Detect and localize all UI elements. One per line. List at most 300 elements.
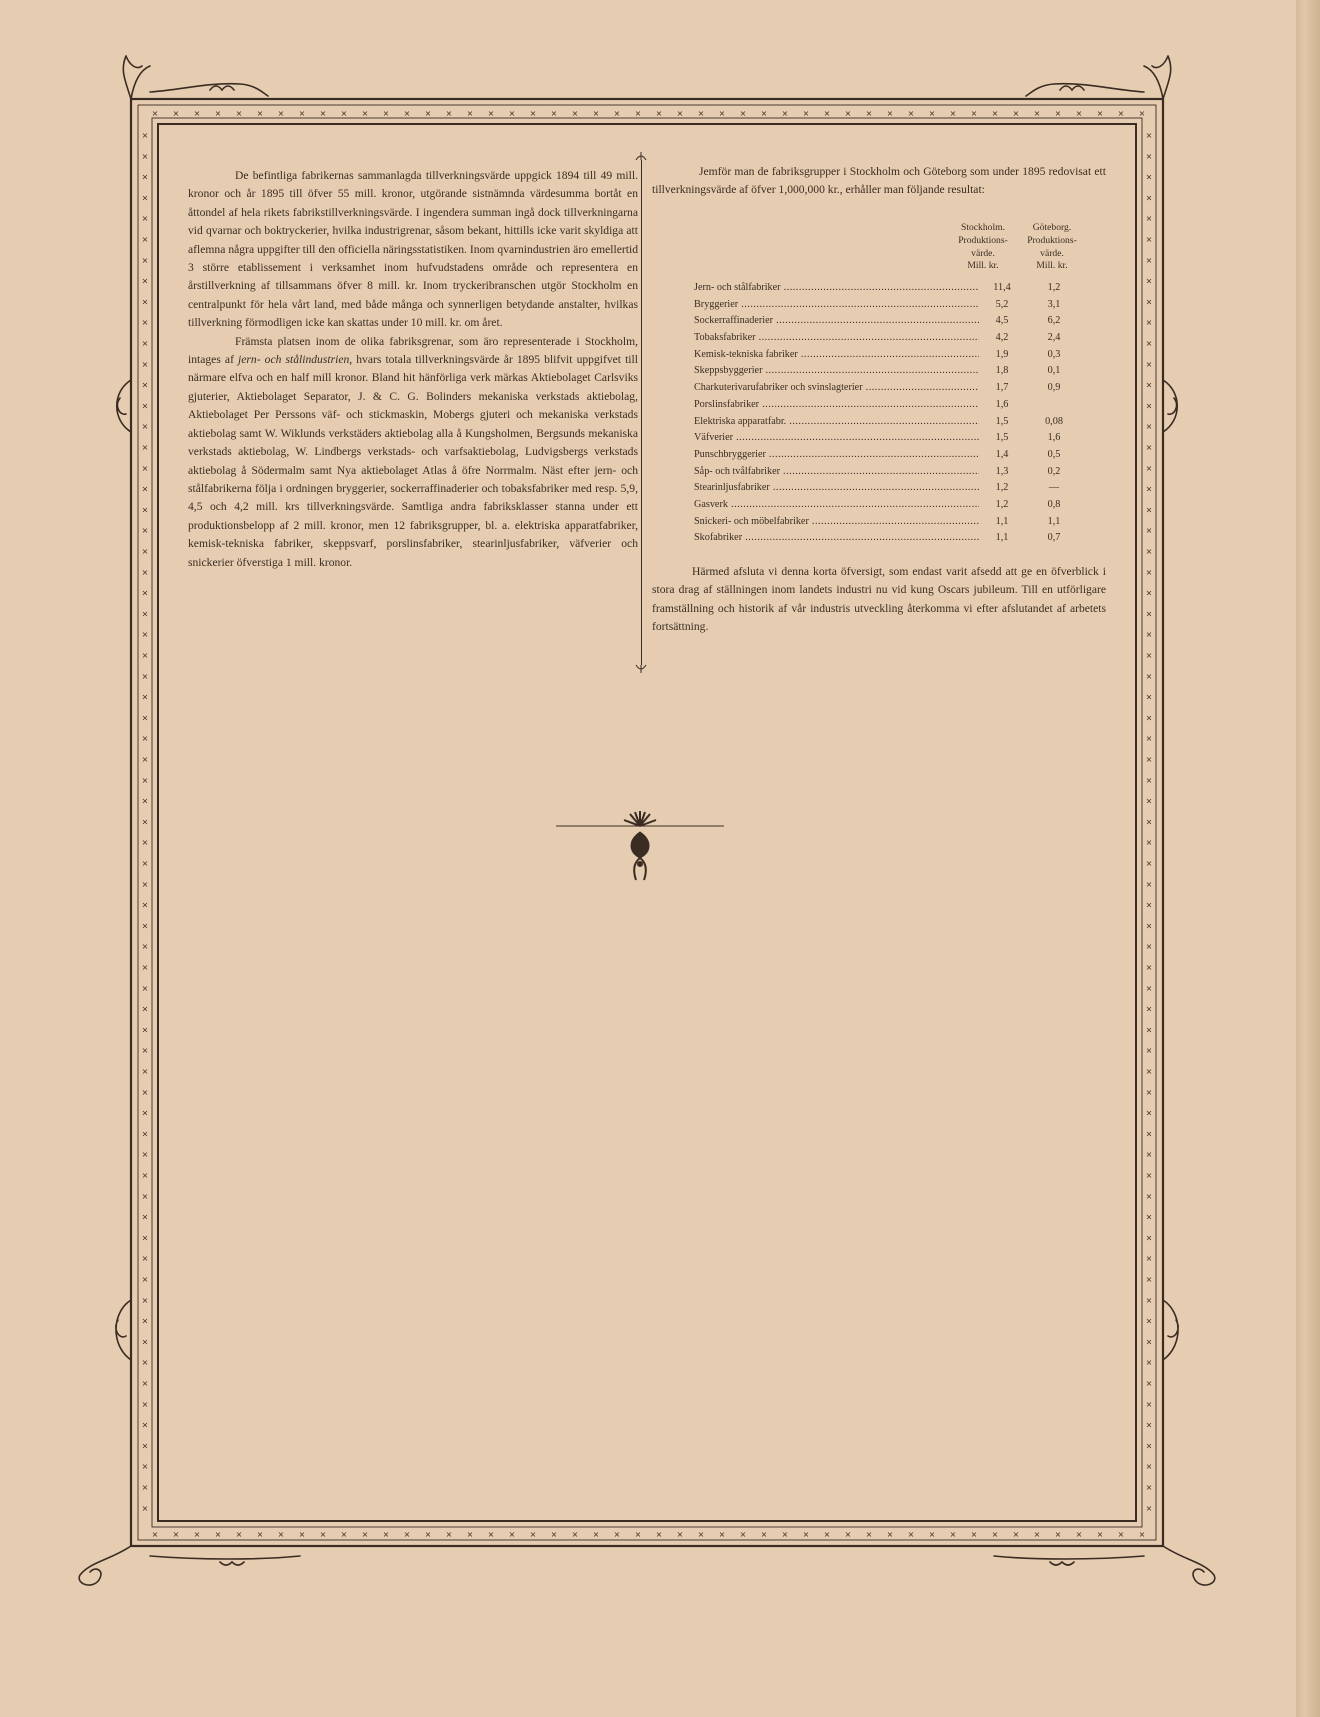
- cross-mark: ×: [277, 1530, 285, 1539]
- cross-mark: ×: [361, 1530, 369, 1539]
- cross-mark: ×: [141, 1004, 149, 1014]
- row-label: Elektriska apparatfabr. .....: [694, 414, 979, 431]
- cross-mark: ×: [1145, 859, 1153, 868]
- goteborg-value: 0,08: [1045, 415, 1063, 427]
- cross-mark: ×: [697, 1530, 705, 1539]
- cross-mark: ×: [1145, 1275, 1153, 1284]
- goteborg-value: 0,8: [1047, 498, 1061, 510]
- cross-mark: ×: [424, 1530, 432, 1539]
- cross-mark: ×: [1145, 755, 1153, 764]
- cross-mark: ×: [1145, 1254, 1153, 1264]
- goteborg-value: 0,9: [1047, 382, 1061, 394]
- cross-mark: ×: [907, 109, 915, 118]
- cross-mark: ×: [991, 1530, 999, 1539]
- goteborg-value: 0,2: [1047, 465, 1061, 477]
- header-line: värde.: [1040, 247, 1064, 259]
- cross-mark: ×: [340, 1530, 348, 1539]
- cross-mark: ×: [1145, 1441, 1153, 1451]
- header-line: Mill. kr.: [1036, 260, 1068, 272]
- goteborg-value: 0,3: [1047, 348, 1061, 360]
- cross-mark: ×: [235, 109, 243, 118]
- cross-mark: ×: [141, 588, 149, 598]
- cross-mark: ×: [1145, 235, 1153, 244]
- cross-mark: ×: [141, 1129, 149, 1139]
- cross-mark: ×: [1138, 109, 1146, 118]
- stockholm-value: 1,1: [982, 530, 1022, 547]
- cross-mark: ×: [865, 1530, 873, 1539]
- table-row: [694, 397, 1094, 414]
- right-text-column: [652, 163, 1106, 200]
- cross-mark: ×: [592, 1530, 600, 1539]
- cross-mark: ×: [466, 109, 474, 118]
- cross-mark: ×: [214, 109, 222, 118]
- cross-mark: ×: [141, 859, 149, 868]
- cross-mark: ×: [1145, 547, 1153, 556]
- cross-mark: ×: [466, 1530, 474, 1539]
- left-paragraph-2: [188, 333, 638, 572]
- cross-mark: ×: [1033, 109, 1041, 118]
- cross-mark: ×: [403, 109, 411, 118]
- cross-mark: ×: [141, 1254, 149, 1264]
- cross-mark: ×: [739, 109, 747, 118]
- cross-mark: ×: [298, 109, 306, 118]
- stockholm-value: 1,4: [982, 447, 1022, 464]
- cross-mark: ×: [1096, 109, 1104, 118]
- cross-mark: ×: [1145, 1420, 1153, 1430]
- cross-mark: ×: [141, 235, 149, 244]
- cross-mark: ×: [172, 1530, 180, 1539]
- cross-mark: ×: [1054, 109, 1062, 118]
- cross-mark: ×: [1145, 1067, 1153, 1076]
- cross-mark: ×: [1145, 879, 1153, 889]
- cross-mark: ×: [141, 484, 149, 494]
- cross-mark: ×: [214, 1530, 222, 1539]
- cross-mark: ×: [1145, 1150, 1153, 1160]
- cross-mark: ×: [141, 1025, 149, 1035]
- cross-mark: ×: [141, 817, 149, 827]
- cross-mark: ×: [571, 1530, 579, 1539]
- stockholm-value: 1,5: [982, 414, 1022, 431]
- cross-mark: ×: [844, 109, 852, 118]
- column-divider: [641, 160, 642, 665]
- stockholm-value: 1,8: [982, 363, 1022, 380]
- cross-mark: ×: [802, 1530, 810, 1539]
- cross-mark: ×: [141, 1420, 149, 1430]
- closing-paragraph-block: [652, 563, 1106, 637]
- header-line: Stockholm.: [961, 222, 1005, 233]
- row-label: Snickeri- och möbelfabriker .....: [694, 514, 979, 531]
- cross-mark: ×: [1145, 1503, 1153, 1513]
- row-label: Väfverier .....: [694, 430, 979, 447]
- cross-mark: ×: [256, 109, 264, 118]
- cross-mark: ×: [141, 1379, 149, 1388]
- row-label: Jern- och stålfabriker .....: [694, 280, 979, 297]
- cross-mark: ×: [1145, 505, 1153, 515]
- header-goteborg: [1014, 222, 1090, 273]
- cross-mark: ×: [141, 276, 149, 286]
- cross-mark: ×: [655, 109, 663, 118]
- cross-mark: ×: [1145, 817, 1153, 827]
- goteborg-value: —: [1048, 482, 1060, 494]
- row-label: Skofabriker .....: [694, 530, 979, 547]
- stockholm-value: 1,6: [982, 397, 1022, 414]
- cross-mark: ×: [865, 109, 873, 118]
- cross-mark: ×: [141, 151, 149, 161]
- cross-mark: ×: [1145, 172, 1153, 182]
- cross-mark: ×: [1145, 339, 1153, 348]
- closing-paragraph: Härmed afsluta vi denna korta öfversigt, som endast varit afsedd att ge en öfverblick i stora drag af ställningen inom landets industri nu vid kung Oscars jubileum. Till en utförligare framställning och historik af vår industris utveckling återkomma vi efter afslutandet af arbetets fortsättning.: [652, 565, 1106, 634]
- cross-mark: ×: [1012, 109, 1020, 118]
- cross-mark: ×: [141, 1483, 149, 1492]
- cross-mark: ×: [382, 1530, 390, 1539]
- cross-mark: ×: [949, 109, 957, 118]
- cross-mark: ×: [823, 1530, 831, 1539]
- cross-mark: ×: [1145, 193, 1153, 203]
- cross-mark: ×: [1145, 297, 1153, 307]
- cross-mark: ×: [141, 1171, 149, 1180]
- cross-mark: ×: [141, 1212, 149, 1222]
- cross-mark: ×: [172, 109, 180, 118]
- cross-mark: ×: [1145, 651, 1153, 660]
- cross-mark: ×: [141, 755, 149, 764]
- table-row: [694, 330, 1094, 347]
- cross-mark: ×: [141, 463, 149, 473]
- row-label: Tobaksfabriker .....: [694, 330, 979, 347]
- stockholm-value: 4,5: [982, 313, 1022, 330]
- left-paragraph-2-end: , hvars totala tillverkningsvärde år 1895 blifvit uppgifvet till närmare elfva och en half mill kronor. Bland hit hänförliga verk märkas Aktiebolaget Carlsviks gjuterier, Aktiebolaget Separator, J. & C. G. Bolinders mekaniska verkstads aktiebolag, Aktiebolaget Per Perssons väf- och stickmaskin, Mobergs gjuteri och mekaniska verkstads aktiebolag samt W. Wiklunds verkstäders aktiebolag alla å Kungsholmen, Bergsunds mekaniska verkstads aktiebolag, W. Lindbergs verkstads- och varfsaktiebolag, Ludvigsbergs verkstads aktiebolag å Södermalm samt Nya aktiebolaget Atlas å öfre Norrmalm. Näst efter jern- och stålfabrikerna följa i ordningen bryggerier, sockerraffinaderier och tobaksfabriker med resp. 5,9, 4,5 och 4,2 mill. krs tillverkningsvärde. Samtliga andra fabriksklasser stanna under ett produktionsbelopp af 2 mill. kronor, men 12 fabriksgrupper, bl. a. elektriska apparatfabriker, kemisk-tekniska fabriker, skeppsvarf, porslinsfabriker, stearinljusfabriker, väfverier och snickerier öfverstiga 1 mill. kronor.: [188, 353, 638, 569]
- cross-mark: ×: [1054, 1530, 1062, 1539]
- cross-mark: ×: [1145, 463, 1153, 473]
- goteborg-value: 1,1: [1047, 515, 1061, 527]
- row-label: Stearinljusfabriker .....: [694, 480, 979, 497]
- cross-mark: ×: [256, 1530, 264, 1539]
- cross-mark: ×: [1145, 1316, 1153, 1326]
- corner-ornament-bottom-right: [991, 1300, 1215, 1585]
- stockholm-value: 1,1: [982, 514, 1022, 531]
- cross-mark: ×: [1145, 1191, 1153, 1201]
- cross-mark: ×: [235, 1530, 243, 1539]
- cross-mark: ×: [1075, 109, 1083, 118]
- cross-mark: ×: [1145, 526, 1153, 536]
- cross-mark: ×: [141, 775, 149, 785]
- row-label: Såp- och tvålfabriker .....: [694, 464, 979, 481]
- cross-mark: ×: [697, 109, 705, 118]
- cross-mark: ×: [1145, 422, 1153, 432]
- row-label: Bryggerier .....: [694, 297, 979, 314]
- cross-mark: ×: [634, 109, 642, 118]
- cross-mark: ×: [141, 505, 149, 515]
- cross-mark: ×: [886, 1530, 894, 1539]
- cross-mark: ×: [141, 339, 149, 348]
- cross-mark: ×: [1145, 1337, 1153, 1347]
- cross-mark: ×: [1145, 838, 1153, 848]
- cross-mark: ×: [676, 109, 684, 118]
- table-row: [694, 363, 1094, 380]
- cross-mark: ×: [141, 380, 149, 390]
- cross-mark: ×: [141, 1358, 149, 1368]
- cross-mark: ×: [571, 109, 579, 118]
- goteborg-value: 0,1: [1047, 365, 1061, 377]
- cross-mark: ×: [1145, 609, 1153, 619]
- row-label: Charkuterivarufabriker och svinslagterier .....: [694, 380, 979, 397]
- cross-mark: ×: [141, 1067, 149, 1076]
- cross-mark: ×: [1145, 214, 1153, 224]
- table-row: [694, 347, 1094, 364]
- cross-mark: ×: [718, 1530, 726, 1539]
- cross-mark: ×: [141, 1233, 149, 1243]
- cross-mark: ×: [141, 1046, 149, 1056]
- cross-mark: ×: [141, 255, 149, 265]
- cross-mark: ×: [529, 109, 537, 118]
- cross-mark: ×: [1145, 276, 1153, 286]
- header-stockholm: [948, 222, 1018, 273]
- production-table: [694, 280, 1094, 547]
- cross-mark: ×: [141, 1108, 149, 1118]
- cross-mark: ×: [802, 109, 810, 118]
- left-text-column: [188, 167, 638, 572]
- header-line: Produktions-: [958, 234, 1008, 246]
- cross-mark: ×: [676, 1530, 684, 1539]
- cross-mark: ×: [141, 942, 149, 952]
- row-label: Punschbryggerier .....: [694, 447, 979, 464]
- cross-mark: ×: [1145, 1358, 1153, 1368]
- cross-mark: ×: [1075, 1530, 1083, 1539]
- cross-mark: ×: [886, 109, 894, 118]
- cross-mark: ×: [141, 1295, 149, 1305]
- table-row: [694, 497, 1094, 514]
- header-line: värde.: [971, 247, 995, 259]
- table-row: [694, 414, 1094, 431]
- corner-ornament-bottom-left: [79, 1300, 300, 1585]
- cross-mark: ×: [151, 109, 159, 118]
- goteborg-value: 6,2: [1047, 315, 1061, 327]
- left-paragraph-2-italic: jern- och stålindustrien: [238, 353, 350, 367]
- central-ornament: [556, 811, 724, 880]
- cross-mark: ×: [141, 526, 149, 536]
- right-intro-paragraph: Jemför man de fabriksgrupper i Stockholm och Göteborg som under 1895 redovisat ett tillverkningsvärde af öfver 1,000,000 kr., erhåller man följande resultat:: [652, 165, 1106, 197]
- cross-mark: ×: [1145, 630, 1153, 640]
- cross-mark: ×: [823, 109, 831, 118]
- cross-mark: ×: [1145, 1295, 1153, 1305]
- table-row: [694, 514, 1094, 531]
- goteborg-value: 2,4: [1047, 332, 1061, 344]
- cross-mark: ×: [1145, 734, 1153, 744]
- cross-mark: ×: [1145, 443, 1153, 452]
- cross-mark: ×: [1145, 588, 1153, 598]
- cross-mark: ×: [319, 109, 327, 118]
- table-row: [694, 530, 1094, 547]
- cross-mark: ×: [141, 1503, 149, 1513]
- left-paragraph-1: De befintliga fabrikernas sammanlagda tillverkningsvärde uppgick 1894 till 49 mill. kronor och år 1895 till öfver 55 mill. kronor, utgörande sistnämnda värdesumma bortåt en åttondel af hela rikets fabrikstillverkningsvärde. I ingendera summan ingå dock tillverkningarna vid qvarnar och boktryckerier, hvilka industrigrenar, såsom bekant, hittills icke varit skyldiga att aflemna några uppgifter till den officiella näringsstatistiken. Inom qvarnindustrien äro emellertid 3 större etablissement i verksamhet inom hufvudstadens område och representera en årstillverkning af tillsammans öfver 8 mill. kr. Inom tryckeribranschen utgör Stockholm en centralpunkt för hela vårt land, med både många och synnerligen betydande anstalter, hvilkas tillverkning förmodligen icke kan skattas under 10 mill. kr. om året.: [188, 169, 638, 330]
- cross-mark: ×: [141, 879, 149, 889]
- table-row: [694, 297, 1094, 314]
- cross-mark: ×: [141, 1150, 149, 1160]
- cross-mark: ×: [1145, 900, 1153, 910]
- cross-mark: ×: [1145, 1004, 1153, 1014]
- cross-mark: ×: [739, 1530, 747, 1539]
- cross-mark: ×: [1145, 1233, 1153, 1243]
- cross-mark: ×: [781, 109, 789, 118]
- header-line: Mill. kr.: [967, 260, 999, 272]
- goteborg-value: 0,5: [1047, 448, 1061, 460]
- left-paragraph-2-start: Främsta platsen inom de olika fabriksgrenar, som äro representerade i Stockholm, intages af: [188, 334, 638, 367]
- cross-mark: ×: [1012, 1530, 1020, 1539]
- cross-mark: ×: [592, 109, 600, 118]
- header-line: Produktions-: [1027, 234, 1077, 246]
- row-label: Kemisk-tekniska fabriker .....: [694, 347, 979, 364]
- cross-mark: ×: [991, 109, 999, 118]
- cross-mark: ×: [141, 567, 149, 577]
- stockholm-value: 1,3: [982, 464, 1022, 481]
- cross-mark: ×: [298, 1530, 306, 1539]
- cross-mark: ×: [141, 1316, 149, 1326]
- cross-mark: ×: [1145, 131, 1153, 140]
- cross-mark: ×: [1117, 1530, 1125, 1539]
- row-label: Skeppsbyggerier .....: [694, 363, 979, 380]
- goteborg-value: 0,7: [1047, 532, 1061, 544]
- cross-mark: ×: [487, 109, 495, 118]
- cross-mark: ×: [1145, 380, 1153, 390]
- cross-mark: ×: [928, 109, 936, 118]
- cross-mark: ×: [1145, 921, 1153, 931]
- cross-mark: ×: [760, 109, 768, 118]
- cross-mark: ×: [1145, 318, 1153, 328]
- cross-mark: ×: [141, 443, 149, 452]
- cross-mark: ×: [1145, 1399, 1153, 1409]
- cross-mark: ×: [613, 109, 621, 118]
- cross-mark: ×: [141, 422, 149, 432]
- cross-mark: ×: [141, 713, 149, 723]
- cross-mark: ×: [141, 1087, 149, 1097]
- cross-mark: ×: [1145, 401, 1153, 411]
- cross-mark: ×: [141, 1399, 149, 1409]
- cross-mark: ×: [1145, 359, 1153, 369]
- cross-mark: ×: [1145, 151, 1153, 161]
- goteborg-value: 1,2: [1047, 282, 1061, 293]
- cross-mark: ×: [928, 1530, 936, 1539]
- row-label: Porslinsfabriker .....: [694, 397, 979, 414]
- row-label: Gasverk .....: [694, 497, 979, 514]
- cross-mark: ×: [1117, 109, 1125, 118]
- cross-mark: ×: [141, 318, 149, 328]
- cross-mark: ×: [655, 1530, 663, 1539]
- cross-mark: ×: [1145, 1379, 1153, 1388]
- cross-mark: ×: [1145, 1462, 1153, 1472]
- cross-mark: ×: [141, 796, 149, 806]
- cross-mark: ×: [907, 1530, 915, 1539]
- cross-mark: ×: [1145, 1025, 1153, 1035]
- cross-mark: ×: [1145, 255, 1153, 265]
- stockholm-value: 1,2: [982, 497, 1022, 514]
- table-row: [694, 464, 1094, 481]
- cross-mark: ×: [781, 1530, 789, 1539]
- cross-mark: ×: [319, 1530, 327, 1539]
- cross-mark: ×: [141, 692, 149, 702]
- stockholm-value: 1,5: [982, 430, 1022, 447]
- goteborg-value: 3,1: [1047, 298, 1061, 310]
- cross-mark: ×: [141, 297, 149, 307]
- cross-mark: ×: [277, 109, 285, 118]
- cross-mark: ×: [529, 1530, 537, 1539]
- table-row: [694, 380, 1094, 397]
- stockholm-value: 1,7: [982, 380, 1022, 397]
- cross-mark: ×: [141, 1441, 149, 1451]
- cross-mark: ×: [141, 1191, 149, 1201]
- cross-mark: ×: [1145, 692, 1153, 702]
- cross-mark: ×: [382, 109, 390, 118]
- cross-mark: ×: [445, 109, 453, 118]
- cross-mark: ×: [1145, 567, 1153, 577]
- cross-mark: ×: [1145, 1483, 1153, 1492]
- cross-mark: ×: [141, 630, 149, 640]
- cross-mark: ×: [445, 1530, 453, 1539]
- row-label: Sockerraffinaderier .....: [694, 313, 979, 330]
- table-row: [694, 313, 1094, 330]
- cross-mark: ×: [141, 734, 149, 744]
- cross-mark: ×: [844, 1530, 852, 1539]
- cross-mark: ×: [141, 838, 149, 848]
- header-line: Göteborg.: [1032, 222, 1072, 233]
- cross-mark: ×: [970, 1530, 978, 1539]
- cross-mark: ×: [141, 214, 149, 224]
- cross-mark: ×: [141, 651, 149, 660]
- cross-mark: ×: [424, 109, 432, 118]
- cross-mark: ×: [141, 359, 149, 369]
- cross-mark: ×: [141, 963, 149, 972]
- cross-mark: ×: [141, 401, 149, 411]
- cross-mark: ×: [1145, 484, 1153, 494]
- cross-mark: ×: [1145, 942, 1153, 952]
- cross-mark: ×: [1145, 983, 1153, 993]
- cross-mark: ×: [1145, 713, 1153, 723]
- cross-mark: ×: [141, 609, 149, 619]
- cross-mark: ×: [151, 1530, 159, 1539]
- goteborg-value: 1,6: [1047, 432, 1061, 444]
- cross-mark: ×: [1145, 671, 1153, 681]
- cross-mark: ×: [361, 109, 369, 118]
- cross-mark: ×: [403, 1530, 411, 1539]
- stockholm-value: 1,2: [982, 480, 1022, 497]
- cross-mark: ×: [613, 1530, 621, 1539]
- cross-mark: ×: [508, 109, 516, 118]
- table-row: [694, 480, 1094, 497]
- cross-mark: ×: [1145, 796, 1153, 806]
- stockholm-value: 4,2: [982, 330, 1022, 347]
- cross-mark: ×: [1145, 1087, 1153, 1097]
- cross-mark: ×: [550, 109, 558, 118]
- cross-mark: ×: [1145, 963, 1153, 972]
- cross-mark: ×: [487, 1530, 495, 1539]
- cross-mark: ×: [760, 1530, 768, 1539]
- cross-mark: ×: [550, 1530, 558, 1539]
- cross-mark: ×: [193, 109, 201, 118]
- cross-mark: ×: [1145, 1129, 1153, 1139]
- cross-mark: ×: [141, 921, 149, 931]
- cross-mark: ×: [1145, 1046, 1153, 1056]
- stockholm-value: 1,9: [982, 347, 1022, 364]
- cross-mark: ×: [141, 900, 149, 910]
- cross-mark: ×: [1096, 1530, 1104, 1539]
- cross-mark: ×: [949, 1530, 957, 1539]
- cross-mark: ×: [141, 1337, 149, 1347]
- cross-mark: ×: [1033, 1530, 1041, 1539]
- table-row: [694, 447, 1094, 464]
- cross-mark: ×: [718, 109, 726, 118]
- cross-mark: ×: [141, 983, 149, 993]
- cross-mark: ×: [1145, 1108, 1153, 1118]
- cross-mark: ×: [193, 1530, 201, 1539]
- cross-mark: ×: [141, 1462, 149, 1472]
